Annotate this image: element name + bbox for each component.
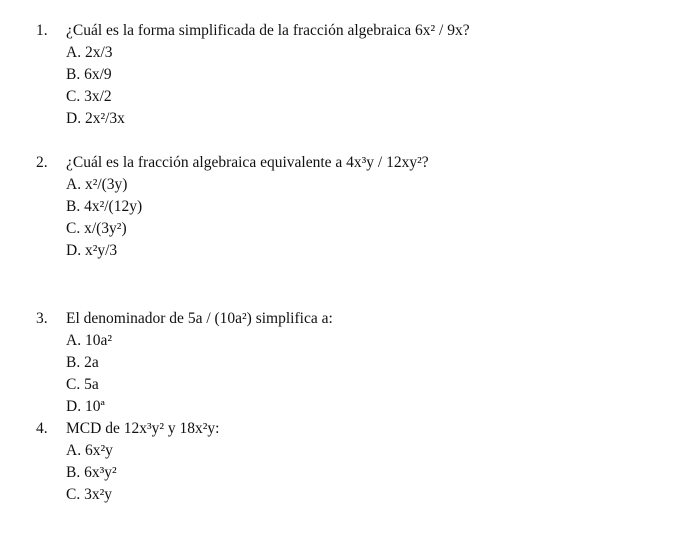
question-3-stem — [0, 308, 333, 330]
question-1-text: ¿Cuál es la forma simplificada de la fracción algebraica 6x² / 9x? — [66, 22, 470, 39]
question-3-option-c: C. 5a — [66, 376, 99, 393]
question-1-option-b: B. 6x/9 — [66, 66, 112, 83]
question-2-option-a: A. x²/(3y) — [66, 176, 128, 193]
question-2-option-d: D. x²y/3 — [66, 242, 118, 259]
question-4-option-c: C. 3x²y — [66, 486, 112, 503]
question-4 — [0, 418, 220, 506]
question-3-text: El denominador de 5a / (10a²) simplifica a: — [66, 310, 333, 327]
question-3-option-d: D. 10ª — [66, 398, 105, 415]
question-3 — [0, 308, 333, 418]
question-4-number: 4. — [36, 420, 48, 437]
question-4-option-a: A. 6x²y — [66, 442, 113, 459]
question-4-text: MCD de 12x³y² y 18x²y: — [66, 420, 220, 437]
question-2-stem — [0, 152, 429, 174]
question-2-option-c: C. x/(3y²) — [66, 220, 127, 237]
question-1-number: 1. — [36, 22, 48, 39]
question-4-option-b: B. 6x³y² — [66, 464, 117, 481]
question-2 — [0, 152, 429, 262]
question-1 — [0, 20, 470, 130]
question-2-option-b: B. 4x²/(12y) — [66, 198, 143, 215]
question-3-number: 3. — [36, 310, 48, 327]
question-4-stem — [0, 418, 220, 440]
question-3-option-b: B. 2a — [66, 354, 99, 371]
question-3-option-a: A. 10a² — [66, 332, 112, 349]
question-1-stem — [0, 20, 470, 42]
question-2-text: ¿Cuál es la fracción algebraica equivalente a 4x³y / 12xy²? — [66, 154, 429, 171]
question-2-number: 2. — [36, 154, 48, 171]
question-1-option-a: A. 2x/3 — [66, 44, 113, 61]
question-1-option-c: C. 3x/2 — [66, 88, 112, 105]
question-1-option-d: D. 2x²/3x — [66, 110, 125, 127]
